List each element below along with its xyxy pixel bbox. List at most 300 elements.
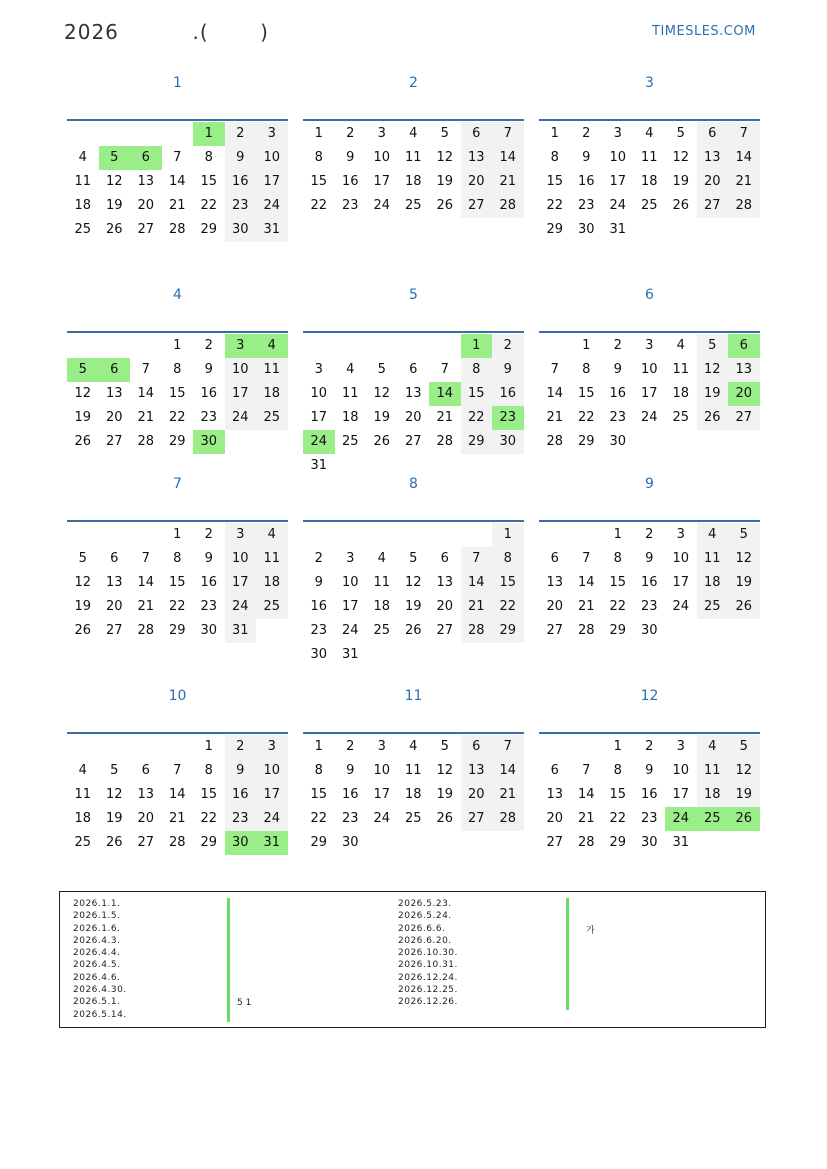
day-cell: 22 — [609, 599, 627, 614]
holiday-date: 2026.1.6. — [73, 923, 121, 934]
day-cell: 9 — [204, 551, 213, 566]
day-cell: 18 — [74, 198, 92, 213]
day-cell: 15 — [168, 575, 186, 590]
day-cell: 3 — [225, 334, 257, 358]
day-cell: 5 — [728, 523, 760, 547]
day-cell: 8 — [550, 150, 559, 165]
day-cell: 15 — [492, 571, 524, 595]
day-cell: 2 — [346, 126, 355, 141]
day-cell: 2 — [314, 551, 323, 566]
day-cell: 20 — [461, 783, 493, 807]
day-cell: 17 — [672, 787, 690, 802]
day-cell: 18 — [697, 783, 729, 807]
day-cell: 24 — [640, 410, 658, 425]
day-cell: 26 — [404, 623, 422, 638]
month-3 — [539, 73, 760, 293]
day-cell: 26 — [728, 807, 760, 831]
day-cell: 21 — [546, 410, 564, 425]
day-cell: 16 — [341, 174, 359, 189]
day-cell: 27 — [105, 623, 123, 638]
day-cell: 2 — [582, 126, 591, 141]
day-cell: 14 — [546, 386, 564, 401]
day-cell: 15 — [310, 174, 328, 189]
day-cell: 17 — [225, 382, 257, 406]
day-cell: 3 — [613, 126, 622, 141]
day-cell: 19 — [105, 811, 123, 826]
day-cell: 28 — [728, 194, 760, 218]
month-rule — [539, 331, 760, 333]
day-cell: 28 — [168, 835, 186, 850]
day-cell: 6 — [110, 551, 119, 566]
holiday-date: 2026.6.20. — [398, 935, 452, 946]
day-cell: 23 — [640, 599, 658, 614]
day-cell: 29 — [609, 623, 627, 638]
day-cell: 23 — [609, 410, 627, 425]
day-cell: 5 — [440, 126, 449, 141]
day-cell: 13 — [697, 146, 729, 170]
day-cell: 11 — [697, 759, 729, 783]
day-cell: 26 — [697, 406, 729, 430]
day-cell: 14 — [577, 575, 595, 590]
day-cell: 1 — [314, 739, 323, 754]
day-cell: 23 — [341, 811, 359, 826]
day-cell: 30 — [200, 623, 218, 638]
day-cell: 15 — [546, 174, 564, 189]
day-cell: 8 — [613, 551, 622, 566]
day-cell: 20 — [404, 410, 422, 425]
day-cell: 15 — [461, 382, 493, 406]
month-rule — [539, 732, 760, 734]
day-cell: 5 — [728, 735, 760, 759]
month-rule — [539, 119, 760, 121]
brand-link[interactable]: TIMESLES.COM — [652, 24, 756, 39]
day-cell: 23 — [200, 599, 218, 614]
day-cell: 13 — [105, 575, 123, 590]
day-cell: 28 — [436, 434, 454, 449]
day-cell: 13 — [137, 174, 155, 189]
day-cell: 23 — [225, 194, 257, 218]
day-cell: 9 — [645, 763, 654, 778]
day-cell: 19 — [404, 599, 422, 614]
day-cell: 14 — [461, 571, 493, 595]
day-cell: 2 — [645, 739, 654, 754]
month-title: 1 — [173, 75, 182, 91]
day-cell: 23 — [577, 198, 595, 213]
month-title: 12 — [640, 688, 659, 704]
day-cell: 14 — [577, 787, 595, 802]
day-cell: 1 — [582, 338, 591, 353]
day-cell: 25 — [697, 807, 729, 831]
day-cell: 23 — [341, 198, 359, 213]
day-cell: 29 — [310, 835, 328, 850]
day-cell: 25 — [404, 198, 422, 213]
day-cell: 8 — [461, 358, 493, 382]
day-cell: 3 — [377, 739, 386, 754]
day-cell: 11 — [256, 358, 288, 382]
day-cell: 31 — [609, 222, 627, 237]
day-cell: 28 — [546, 434, 564, 449]
day-cell: 13 — [461, 146, 493, 170]
day-cell: 26 — [436, 198, 454, 213]
day-cell: 8 — [173, 551, 182, 566]
day-cell: 20 — [137, 811, 155, 826]
day-cell: 4 — [78, 150, 87, 165]
holiday-date: 2026.4.4. — [73, 948, 121, 959]
day-cell: 31 — [341, 647, 359, 662]
day-cell: 5 — [377, 362, 386, 377]
day-cell: 6 — [409, 362, 418, 377]
day-cell: 23 — [492, 406, 524, 430]
day-cell: 8 — [173, 362, 182, 377]
day-cell: 1 — [314, 126, 323, 141]
month-rule — [67, 331, 288, 333]
day-cell: 14 — [137, 575, 155, 590]
day-cell: 27 — [137, 222, 155, 237]
holiday-date: 2026.4.3. — [73, 935, 121, 946]
day-cell: 4 — [676, 338, 685, 353]
day-cell: 11 — [74, 787, 92, 802]
day-cell: 18 — [256, 571, 288, 595]
day-cell: 1 — [613, 739, 622, 754]
day-cell: 28 — [492, 807, 524, 831]
month-rule — [303, 520, 524, 522]
day-cell: 24 — [373, 811, 391, 826]
day-cell: 29 — [168, 623, 186, 638]
day-cell: 25 — [256, 595, 288, 619]
day-cell: 17 — [373, 174, 391, 189]
day-cell: 25 — [640, 198, 658, 213]
day-cell: 13 — [461, 759, 493, 783]
day-cell: 12 — [436, 763, 454, 778]
day-cell: 7 — [461, 547, 493, 571]
day-cell: 9 — [346, 150, 355, 165]
holiday-divider-right — [566, 898, 569, 1010]
day-cell: 26 — [105, 222, 123, 237]
day-cell: 24 — [609, 198, 627, 213]
month-8 — [303, 474, 524, 694]
day-cell: 25 — [256, 406, 288, 430]
day-cell: 4 — [409, 739, 418, 754]
day-cell: 20 — [105, 410, 123, 425]
day-cell: 5 — [78, 551, 87, 566]
day-cell: 4 — [78, 763, 87, 778]
day-cell: 21 — [492, 783, 524, 807]
day-cell: 17 — [373, 787, 391, 802]
day-cell: 27 — [728, 406, 760, 430]
day-cell: 9 — [225, 146, 257, 170]
day-cell: 31 — [256, 218, 288, 242]
day-cell: 1 — [204, 739, 213, 754]
day-cell: 17 — [256, 783, 288, 807]
day-cell: 16 — [341, 787, 359, 802]
day-cell: 9 — [613, 362, 622, 377]
day-cell: 13 — [404, 386, 422, 401]
day-cell: 10 — [225, 358, 257, 382]
month-12 — [539, 686, 760, 906]
holiday-date: 2026.4.6. — [73, 972, 121, 983]
day-cell: 26 — [74, 434, 92, 449]
day-cell: 27 — [105, 434, 123, 449]
day-cell: 26 — [74, 623, 92, 638]
day-cell: 17 — [609, 174, 627, 189]
day-cell: 3 — [314, 362, 323, 377]
day-cell: 22 — [168, 599, 186, 614]
month-title: 4 — [173, 287, 182, 303]
day-cell: 15 — [609, 787, 627, 802]
day-cell: 4 — [377, 551, 386, 566]
day-cell: 16 — [640, 575, 658, 590]
day-cell: 19 — [728, 783, 760, 807]
day-cell: 10 — [341, 575, 359, 590]
day-cell: 27 — [404, 434, 422, 449]
day-cell: 4 — [256, 523, 288, 547]
day-cell: 28 — [137, 623, 155, 638]
day-cell: 8 — [613, 763, 622, 778]
day-cell: 20 — [697, 170, 729, 194]
day-cell: 6 — [461, 735, 493, 759]
day-cell: 14 — [137, 386, 155, 401]
day-cell: 10 — [373, 150, 391, 165]
day-cell: 17 — [225, 571, 257, 595]
holiday-date: 2026.12.24. — [398, 972, 458, 983]
day-cell: 19 — [436, 174, 454, 189]
day-cell: 29 — [609, 835, 627, 850]
month-title: 8 — [409, 476, 418, 492]
day-cell: 24 — [256, 807, 288, 831]
day-cell: 28 — [137, 434, 155, 449]
page-title: 2026 .( ) — [64, 20, 269, 44]
day-cell: 21 — [137, 410, 155, 425]
month-title: 3 — [645, 75, 654, 91]
day-cell: 24 — [665, 807, 697, 831]
day-cell: 22 — [492, 595, 524, 619]
month-5 — [303, 285, 524, 505]
day-cell: 30 — [609, 434, 627, 449]
day-cell: 20 — [546, 599, 564, 614]
day-cell: 18 — [256, 382, 288, 406]
day-cell: 22 — [168, 410, 186, 425]
day-cell: 14 — [492, 146, 524, 170]
day-cell: 16 — [609, 386, 627, 401]
day-cell: 21 — [436, 410, 454, 425]
day-cell: 6 — [461, 122, 493, 146]
day-cell: 7 — [492, 735, 524, 759]
day-cell: 10 — [373, 763, 391, 778]
day-cell: 6 — [99, 358, 131, 382]
day-cell: 17 — [672, 575, 690, 590]
day-cell: 31 — [672, 835, 690, 850]
holiday-date: 2026.12.26. — [398, 997, 458, 1008]
day-cell: 15 — [168, 386, 186, 401]
day-cell: 18 — [341, 410, 359, 425]
day-cell: 19 — [436, 787, 454, 802]
day-cell: 12 — [74, 575, 92, 590]
day-cell: 26 — [728, 595, 760, 619]
day-cell: 15 — [200, 787, 218, 802]
day-cell: 23 — [310, 623, 328, 638]
holiday-list-right — [398, 898, 458, 1009]
day-cell: 30 — [640, 623, 658, 638]
day-cell: 25 — [373, 623, 391, 638]
day-cell: 18 — [404, 174, 422, 189]
day-cell: 14 — [429, 382, 461, 406]
day-cell: 14 — [728, 146, 760, 170]
day-cell: 30 — [193, 430, 225, 454]
day-cell: 25 — [404, 811, 422, 826]
holiday-notes — [59, 891, 766, 1028]
day-cell: 24 — [672, 599, 690, 614]
day-cell: 15 — [577, 386, 595, 401]
day-cell: 11 — [404, 150, 422, 165]
day-cell: 24 — [373, 198, 391, 213]
day-cell: 22 — [546, 198, 564, 213]
day-cell: 27 — [137, 835, 155, 850]
day-cell: 29 — [546, 222, 564, 237]
day-cell: 12 — [728, 759, 760, 783]
day-cell: 1 — [492, 523, 524, 547]
day-cell: 12 — [697, 358, 729, 382]
day-cell: 16 — [577, 174, 595, 189]
month-rule — [303, 732, 524, 734]
day-cell: 7 — [582, 551, 591, 566]
day-cell: 24 — [341, 623, 359, 638]
month-rule — [303, 331, 524, 333]
holiday-date: 2026.5.14. — [73, 1009, 127, 1020]
day-cell: 2 — [346, 739, 355, 754]
day-cell: 19 — [74, 410, 92, 425]
day-cell: 25 — [74, 835, 92, 850]
day-cell: 27 — [461, 807, 493, 831]
day-cell: 4 — [346, 362, 355, 377]
day-cell: 27 — [697, 194, 729, 218]
day-cell: 19 — [672, 174, 690, 189]
holiday-date: 2026.4.30. — [73, 985, 127, 996]
month-10 — [67, 686, 288, 906]
day-cell: 19 — [728, 571, 760, 595]
day-cell: 18 — [74, 811, 92, 826]
day-cell: 25 — [74, 222, 92, 237]
day-cell: 11 — [256, 547, 288, 571]
day-cell: 19 — [697, 382, 729, 406]
day-cell: 12 — [728, 547, 760, 571]
day-cell: 20 — [105, 599, 123, 614]
day-cell: 28 — [577, 835, 595, 850]
day-cell: 30 — [640, 835, 658, 850]
month-7 — [67, 474, 288, 694]
holiday-date: 2026.1.1. — [73, 899, 121, 909]
day-cell: 10 — [672, 763, 690, 778]
day-cell: 9 — [346, 763, 355, 778]
day-cell: 18 — [373, 599, 391, 614]
day-cell: 10 — [310, 386, 328, 401]
month-rule — [67, 520, 288, 522]
day-cell: 17 — [310, 410, 328, 425]
day-cell: 9 — [645, 551, 654, 566]
day-cell: 23 — [640, 811, 658, 826]
day-cell: 3 — [256, 735, 288, 759]
day-cell: 2 — [225, 122, 257, 146]
day-cell: 30 — [577, 222, 595, 237]
day-cell: 23 — [200, 410, 218, 425]
day-cell: 5 — [440, 739, 449, 754]
month-title: 11 — [404, 688, 423, 704]
day-cell: 27 — [546, 835, 564, 850]
day-cell: 21 — [137, 599, 155, 614]
day-cell: 19 — [74, 599, 92, 614]
day-cell: 31 — [310, 458, 328, 473]
day-cell: 28 — [168, 222, 186, 237]
day-cell: 10 — [672, 551, 690, 566]
day-cell: 1 — [550, 126, 559, 141]
day-cell: 27 — [461, 194, 493, 218]
day-cell: 21 — [577, 811, 595, 826]
day-cell: 8 — [314, 150, 323, 165]
day-cell: 7 — [141, 551, 150, 566]
day-cell: 12 — [373, 386, 391, 401]
day-cell: 7 — [141, 362, 150, 377]
day-cell: 24 — [225, 406, 257, 430]
day-cell: 23 — [225, 807, 257, 831]
day-cell: 9 — [225, 759, 257, 783]
day-cell: 20 — [137, 198, 155, 213]
day-cell: 8 — [204, 150, 213, 165]
day-cell: 10 — [225, 547, 257, 571]
day-cell: 24 — [303, 430, 335, 454]
day-cell: 11 — [74, 174, 92, 189]
month-title: 9 — [645, 476, 654, 492]
day-cell: 2 — [225, 735, 257, 759]
day-cell: 18 — [404, 787, 422, 802]
day-cell: 3 — [645, 338, 654, 353]
day-cell: 5 — [676, 126, 685, 141]
day-cell: 22 — [310, 811, 328, 826]
day-cell: 8 — [582, 362, 591, 377]
holiday-date: 2026.12.25. — [398, 985, 458, 996]
day-cell: 18 — [697, 571, 729, 595]
day-cell: 29 — [200, 222, 218, 237]
day-cell: 27 — [436, 623, 454, 638]
day-cell: 24 — [225, 595, 257, 619]
day-cell: 26 — [436, 811, 454, 826]
day-cell: 7 — [173, 763, 182, 778]
day-cell: 29 — [577, 434, 595, 449]
day-cell: 4 — [409, 126, 418, 141]
day-cell: 6 — [697, 122, 729, 146]
day-cell: 3 — [256, 122, 288, 146]
day-cell: 8 — [314, 763, 323, 778]
day-cell: 18 — [672, 386, 690, 401]
day-cell: 21 — [168, 198, 186, 213]
day-cell: 30 — [492, 430, 524, 454]
month-title: 2 — [409, 75, 418, 91]
day-cell: 6 — [440, 551, 449, 566]
month-11 — [303, 686, 524, 906]
day-cell: 29 — [200, 835, 218, 850]
day-cell: 4 — [697, 523, 729, 547]
day-cell: 25 — [341, 434, 359, 449]
day-cell: 12 — [672, 150, 690, 165]
day-cell: 13 — [546, 787, 564, 802]
day-cell: 6 — [550, 551, 559, 566]
day-cell: 12 — [404, 575, 422, 590]
day-cell: 16 — [200, 386, 218, 401]
day-cell: 7 — [728, 122, 760, 146]
month-4 — [67, 285, 288, 505]
day-cell: 3 — [377, 126, 386, 141]
day-cell: 11 — [697, 547, 729, 571]
day-cell: 13 — [105, 386, 123, 401]
month-rule — [67, 732, 288, 734]
